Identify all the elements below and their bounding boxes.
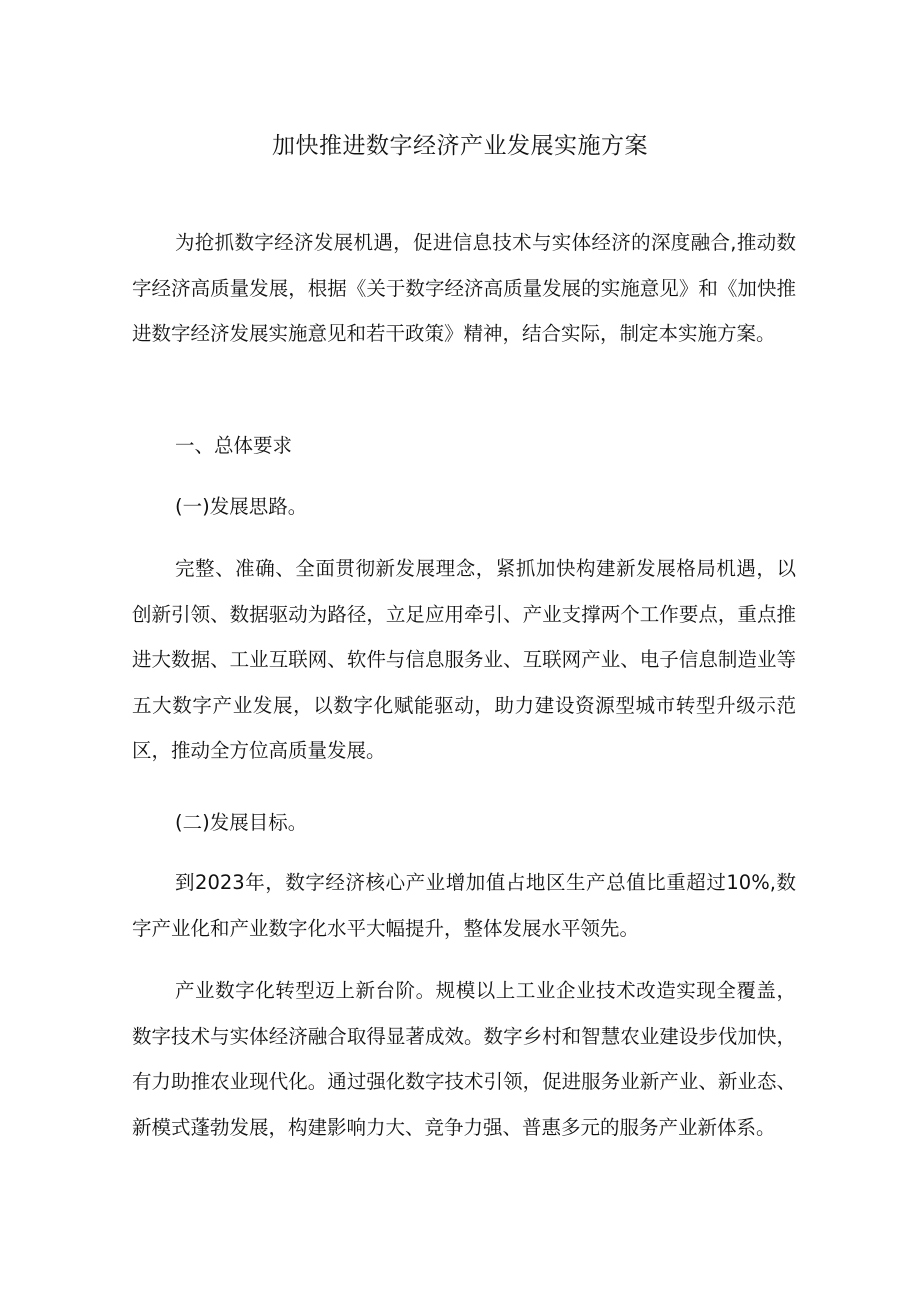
development-approach-paragraph: 完整、准确、全面贯彻新发展理念，紧抓加快构建新发展格局机遇，以创新引领、数据驱动为路径，立足应用牵引、产业支撑两个工作要点，重点推进大数据、工业互联网、软件与信息服务业、互联网产业、电子信息制造业等五大数字产业发展，以数字化赋能驱动，助力建设资源型城市转型升级示范区，推动全方位高质量发展。 [132, 557, 796, 762]
section-heading-overall-requirements: 一、总体要求 [175, 434, 293, 457]
subsection-heading-development-approach: (一)发展思路。 [175, 495, 308, 518]
document-title: 加快推进数字经济产业发展实施方案 [272, 133, 648, 159]
subsection-heading-development-goals: (二)发展目标。 [175, 811, 308, 834]
digital-transformation-paragraph: 产业数字化转型迈上新台阶。规模以上工业企业技术改造实现全覆盖，数字技术与实体经济融合取得显著成效。数字乡村和智慧农业建设步伐加快，有力助推农业现代化。通过强化数字技术引领，促进服务业新产业、新业态、新模式蓬勃发展，构建影响力大、竞争力强、普惠多元的服务产业新体系。 [132, 979, 796, 1139]
goal-paragraph: 到2023年，数字经济核心产业增加值占地区生产总值比重超过10%,数字产业化和产业数字化水平大幅提升，整体发展水平领先。 [132, 871, 796, 940]
intro-paragraph: 为抢抓数字经济发展机遇，促进信息技术与实体经济的深度融合,推动数字经济高质量发展，根据《关于数字经济高质量发展的实施意见》和《加快推进数字经济发展实施意见和若干政策》精神，结合实际，制定本实施方案。 [132, 231, 796, 345]
